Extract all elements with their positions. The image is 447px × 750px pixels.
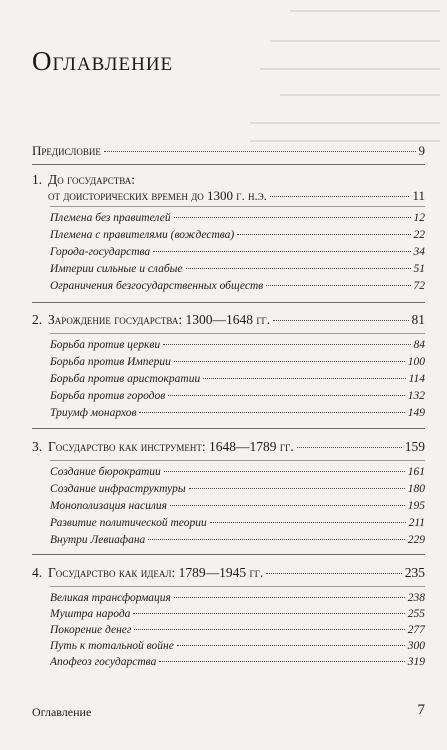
section-page: 84 [413, 339, 425, 351]
chapter-title: Государство как идеал: 1789—1945 гг. [48, 565, 264, 580]
section-label: Монополизация насилия [50, 500, 167, 512]
page-number: 7 [417, 702, 425, 718]
divider [50, 206, 425, 207]
chapter-page: 235 [404, 565, 425, 580]
section-label: Муштра народа [50, 608, 131, 620]
section-page: 319 [407, 656, 425, 668]
divider [32, 554, 425, 555]
section-label: Борьба против городов [50, 390, 166, 402]
section-label: Ограничения безгосударственных обществ [50, 280, 264, 292]
dot-leader [177, 645, 405, 646]
section-label: Великая трансформация [50, 592, 171, 604]
toc-section[interactable] [50, 592, 425, 604]
chapter-title: До государства: [48, 172, 135, 187]
dot-leader [134, 629, 404, 630]
section-page: 51 [413, 263, 425, 275]
toc-section[interactable] [50, 608, 425, 620]
page-title: Оглавление [32, 46, 174, 76]
section-page: 255 [407, 608, 425, 620]
section-label: Племена с правителями (вождества) [50, 229, 235, 241]
dot-leader [104, 151, 416, 152]
section-label: Борьба против Империи [50, 356, 171, 368]
chapter-title: Государство как инструмент: 1648—1789 гг. [48, 439, 294, 454]
dot-leader [139, 412, 404, 413]
section-page: 300 [407, 640, 425, 652]
section-label: Покорение денег [50, 624, 132, 636]
chapter-page: 11 [412, 188, 425, 203]
toc-section[interactable] [50, 517, 425, 529]
section-label: Апофеоз государства [50, 656, 157, 668]
section-page: 229 [407, 534, 425, 546]
toc-section[interactable] [50, 483, 425, 495]
dot-leader [133, 613, 404, 614]
dot-leader [273, 320, 408, 321]
section-label: Внутри Левиафана [50, 534, 146, 546]
toc-section[interactable] [50, 407, 425, 419]
section-page: 149 [407, 407, 425, 419]
chapter-number: 4. [32, 565, 43, 580]
section-label: Создание инфраструктуры [50, 483, 186, 495]
toc-chapter-4[interactable] [32, 565, 425, 581]
dot-leader [174, 217, 411, 218]
section-label: Триумф монархов [50, 407, 137, 419]
toc-chapter-1[interactable] [32, 172, 425, 188]
toc-chapter-2[interactable] [32, 312, 425, 328]
toc-section[interactable] [50, 212, 425, 224]
dot-leader [148, 539, 404, 540]
dot-leader [164, 471, 405, 472]
toc-chapter-1-line2[interactable] [48, 188, 425, 204]
dot-leader [203, 378, 405, 379]
toc-entry-page: 9 [418, 143, 425, 158]
divider [50, 460, 425, 461]
toc-section[interactable] [50, 500, 425, 512]
dot-leader [163, 344, 410, 345]
section-page: 211 [408, 517, 425, 529]
divider [32, 302, 425, 303]
section-page: 132 [407, 390, 425, 402]
toc-section[interactable] [50, 640, 425, 652]
running-footer: Оглавление [32, 705, 92, 719]
dot-leader [168, 395, 405, 396]
section-page: 114 [408, 373, 425, 385]
chapter-page: 159 [404, 439, 425, 454]
toc-section[interactable] [50, 656, 425, 668]
dot-leader [170, 505, 405, 506]
section-page: 100 [407, 356, 425, 368]
dot-leader [270, 196, 410, 197]
toc-section[interactable] [50, 246, 425, 258]
bleed-through-artifact [250, 10, 447, 160]
dot-leader [189, 488, 405, 489]
section-page: 34 [413, 246, 425, 258]
section-page: 72 [413, 280, 425, 292]
section-page: 12 [413, 212, 425, 224]
toc-section[interactable] [50, 356, 425, 368]
toc-section[interactable] [50, 263, 425, 275]
dot-leader [174, 597, 405, 598]
divider [32, 428, 425, 429]
dot-leader [210, 522, 406, 523]
dot-leader [174, 361, 405, 362]
section-page: 238 [407, 592, 425, 604]
toc-section[interactable] [50, 466, 425, 478]
toc-entry-preface[interactable] [32, 143, 425, 159]
toc-chapter-3[interactable] [32, 439, 425, 455]
section-label: Развитие политической теории [50, 517, 207, 529]
divider [50, 586, 425, 587]
section-label: Города-государства [50, 246, 151, 258]
dot-leader [266, 573, 401, 574]
dot-leader [159, 661, 404, 662]
section-label: Создание бюрократии [50, 466, 161, 478]
dot-leader [266, 285, 410, 286]
chapter-title: Зарождение государства: 1300—1648 гг. [48, 312, 271, 327]
toc-section[interactable] [50, 373, 425, 385]
toc-section[interactable] [50, 280, 425, 292]
chapter-page: 81 [411, 312, 425, 327]
chapter-title-line2: от доисторических времен до 1300 г. н.э. [48, 188, 267, 203]
section-label: Племена без правителей [50, 212, 171, 224]
toc-section[interactable] [50, 534, 425, 546]
toc-entry-label: Предисловие [32, 143, 101, 158]
dot-leader [237, 234, 410, 235]
dot-leader [186, 268, 411, 269]
toc-section[interactable] [50, 390, 425, 402]
chapter-number: 2. [32, 312, 43, 327]
chapter-number: 1. [32, 172, 43, 187]
toc-section[interactable] [50, 339, 425, 351]
section-label: Борьба против церкви [50, 339, 161, 351]
section-label: Борьба против аристократии [50, 373, 201, 385]
dot-leader [297, 447, 402, 448]
section-page: 180 [407, 483, 425, 495]
chapter-number: 3. [32, 439, 43, 454]
divider [50, 333, 425, 334]
section-label: Империи сильные и слабые [50, 263, 183, 275]
divider [32, 164, 425, 165]
section-label: Путь к тотальной войне [50, 640, 174, 652]
section-page: 161 [407, 466, 425, 478]
dot-leader [153, 251, 410, 252]
section-page: 22 [413, 229, 425, 241]
toc-section[interactable] [50, 624, 425, 636]
toc-section[interactable] [50, 229, 425, 241]
section-page: 277 [407, 624, 425, 636]
section-page: 195 [407, 500, 425, 512]
